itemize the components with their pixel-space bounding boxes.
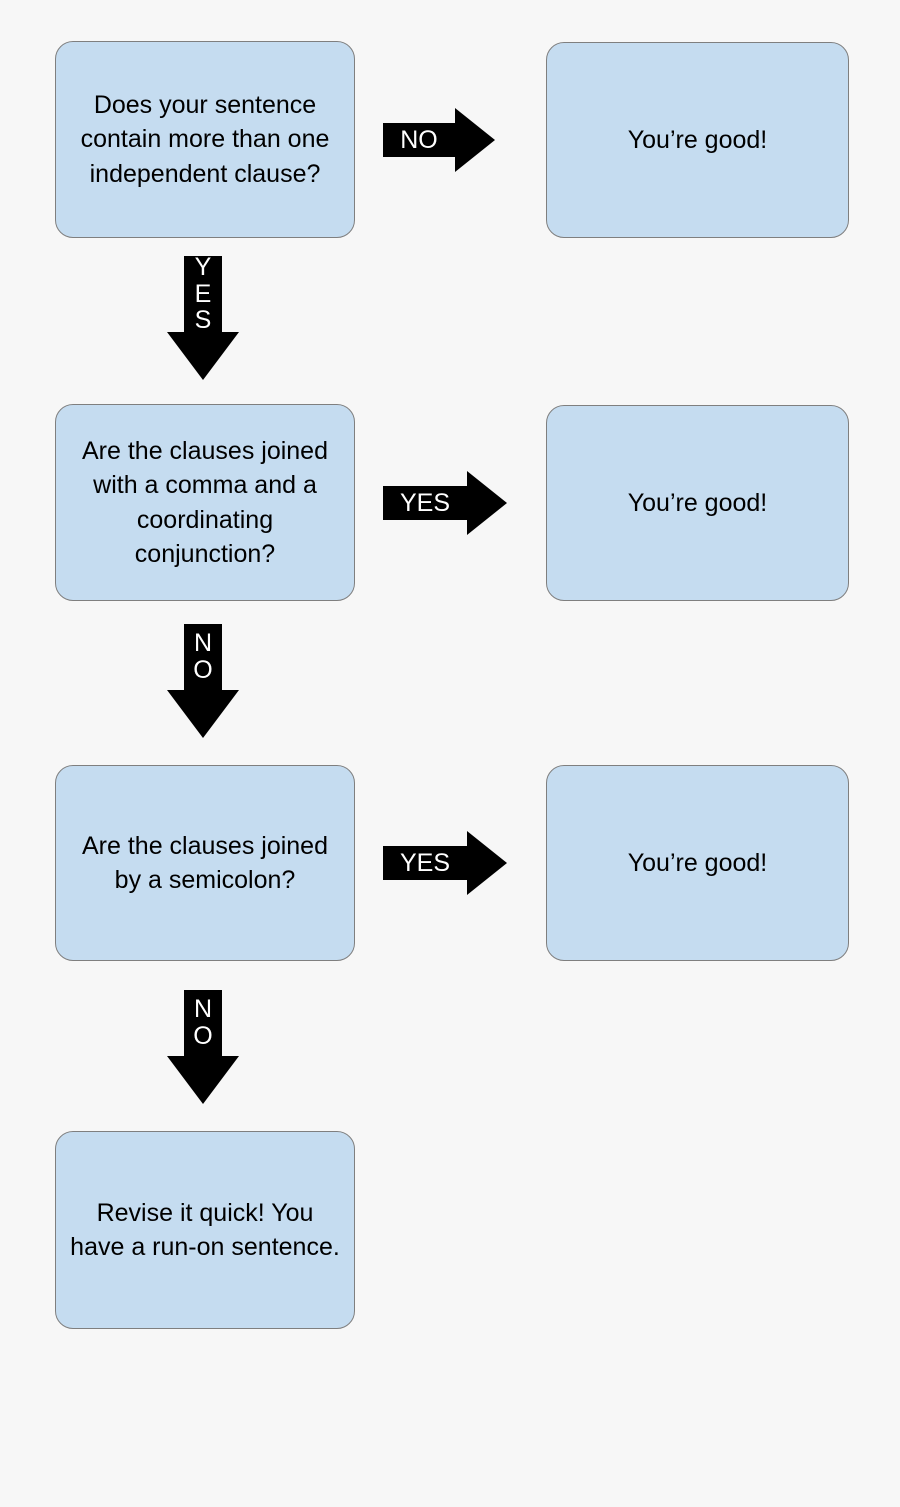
edge-no-q2-q3 xyxy=(167,624,239,738)
arrow-head-right-icon xyxy=(467,831,507,895)
node-question-1 xyxy=(55,41,355,238)
arrow-head-down-icon xyxy=(167,1056,239,1104)
node-result-1-label: You’re good! xyxy=(627,125,768,154)
node-result-3 xyxy=(546,765,849,961)
edge-yes-to-good-3 xyxy=(383,831,507,895)
edge-no-q3-end-label-1: N xyxy=(193,995,213,1024)
edge-no-to-good-1 xyxy=(383,108,495,172)
edge-yes-q1-q2-label-3: S xyxy=(194,306,212,335)
edge-yes-to-good-3-shaft xyxy=(383,846,467,880)
edge-no-q3-end xyxy=(167,990,239,1104)
node-final-revise-label: Revise it quick! You have a run-on sentence. xyxy=(70,1198,340,1261)
node-result-2 xyxy=(546,405,849,601)
edge-no-q3-end-label-2: O xyxy=(193,1022,213,1050)
edge-no-q2-q3-shaft xyxy=(184,624,222,690)
edge-yes-q1-q2-label-2: E xyxy=(194,279,212,308)
node-result-3-label: You’re good! xyxy=(627,848,768,877)
edge-yes-to-good-2 xyxy=(383,471,507,535)
edge-yes-to-good-3-label: YES xyxy=(399,848,451,877)
arrow-head-right-icon xyxy=(455,108,495,172)
arrow-head-down-icon xyxy=(167,332,239,380)
edge-yes-q1-q2-shaft xyxy=(184,252,222,335)
arrow-head-right-icon xyxy=(467,471,507,535)
edge-no-to-good-1-shaft xyxy=(383,123,455,157)
node-final-revise xyxy=(55,1131,355,1329)
node-question-3-label: Are the clauses joined by a semicolon? xyxy=(82,831,328,894)
node-question-3 xyxy=(55,765,355,961)
edge-yes-to-good-2-shaft xyxy=(383,486,467,520)
edge-no-q3-end-shaft xyxy=(184,990,222,1056)
arrow-head-down-icon xyxy=(167,690,239,738)
edge-yes-q1-q2 xyxy=(167,252,239,380)
edge-no-q2-q3-label-1: N xyxy=(193,629,213,658)
edge-yes-q1-q2-label-1: Y xyxy=(194,252,212,281)
node-question-2 xyxy=(55,404,355,601)
node-question-1-label: Does your sentence contain more than one independent clause? xyxy=(80,90,330,188)
edge-no-to-good-1-label: NO xyxy=(400,125,438,154)
edge-yes-to-good-2-label: YES xyxy=(399,488,451,517)
edge-no-q2-q3-label-2: O xyxy=(193,656,213,684)
node-result-1 xyxy=(546,42,849,238)
node-result-2-label: You’re good! xyxy=(627,488,768,517)
node-question-2-label: Are the clauses joined with a comma and a coordinating conjunction? xyxy=(82,436,328,568)
